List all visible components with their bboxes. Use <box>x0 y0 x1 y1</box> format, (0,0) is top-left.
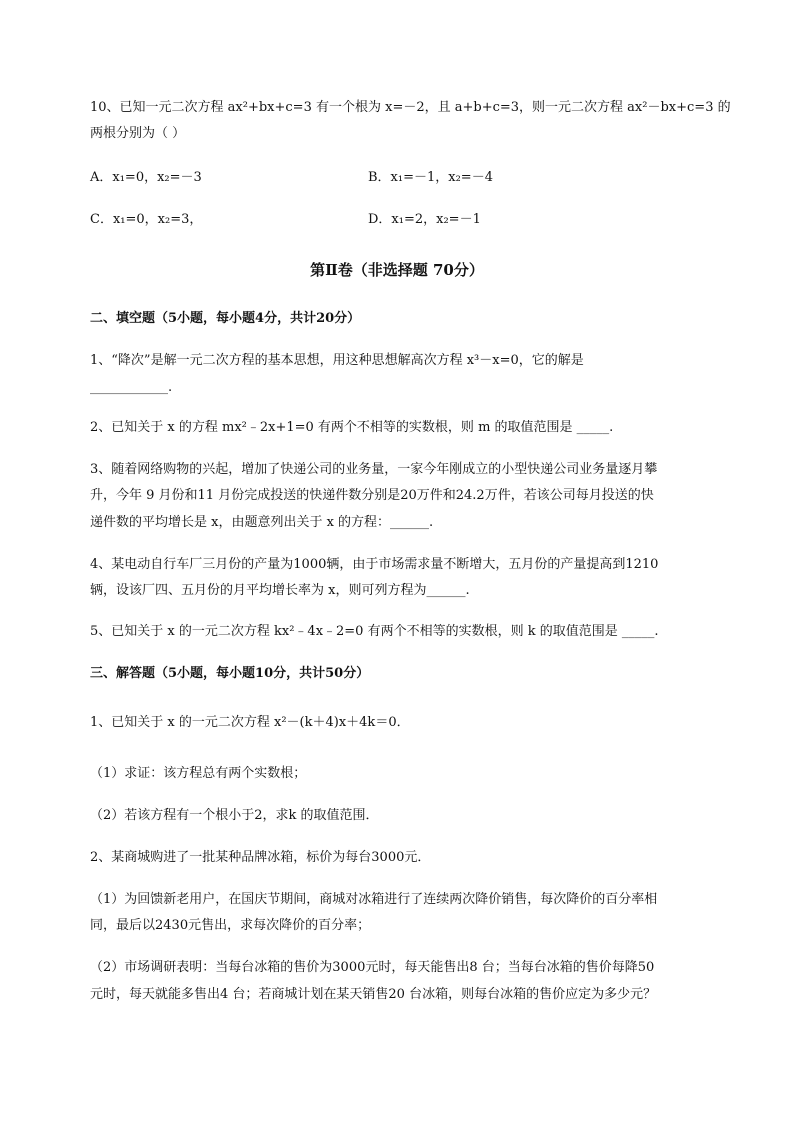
solve-q2: 2、某商城购进了一批某种品牌冰箱，标价为每台3000元． <box>90 850 431 865</box>
fill-q4-line1: 4、某电动自行车厂三月份的产量为1000辆，由于市场需求量不断增大，五月份的产量提高到1210 <box>90 557 659 572</box>
q10-option-b: B．x₁=－1，x₂=－4 <box>368 170 493 185</box>
solve-q1: 1、已知关于 x 的一元二次方程 x²－(k＋4)x＋4k＝0． <box>90 715 410 730</box>
fill-q3-line1: 3、随着网络购物的兴起，增加了快递公司的业务量，一家今年刚成立的小型快递公司业务量逐月攀 <box>90 462 658 477</box>
fill-q1-line2: ____________. <box>90 380 173 395</box>
q10-option-d: D．x₁=2，x₂=－1 <box>368 212 481 227</box>
q10-stem-line1: 10、已知一元二次方程 ax²+bx+c=3 有一个根为 x=－2，且 a+b+c=3，则一元二次方程 ax²－bx+c=3 的 <box>90 100 731 115</box>
fill-in-heading: 二、填空题（5小题，每小题4分，共计20分） <box>90 311 361 326</box>
q10-option-c: C．x₁=0，x₂=3， <box>90 212 203 227</box>
fill-q2: 2、已知关于 x 的方程 mx²﹣2x+1=0 有两个不相等的实数根，则 m 的取值范围是 _____. <box>90 420 614 435</box>
solve-q1-part1: （1）求证：该方程总有两个实数根； <box>90 766 307 781</box>
part2-title: 第Ⅱ卷（非选择题 70分） <box>310 261 484 279</box>
solve-q2-part1-line2: 同，最后以2430元售出，求每次降价的百分率； <box>90 918 371 933</box>
fill-q3-line3: 递件数的平均增长是 x，由题意列出关于 x 的方程：______. <box>90 515 434 530</box>
fill-q5: 5、已知关于 x 的一元二次方程 kx²﹣4x﹣2=0 有两个不相等的实数根，则 k 的取值范围是 _____. <box>90 624 659 639</box>
q10-option-a: A．x₁=0，x₂=－3 <box>90 170 202 185</box>
fill-q3-line2: 升，今年 9 月份和11 月份完成投送的快递件数分别是20万件和24.2万件，若该公司每月投送的快 <box>90 488 654 503</box>
solve-q2-part1-line1: （1）为回馈新老用户，在国庆节期间，商城对冰箱进行了连续两次降价销售，每次降价的百分率相 <box>90 892 658 907</box>
q10-stem-line2: 两根分别为（ ） <box>90 126 186 141</box>
fill-q1-line1: 1、“降次”是解一元二次方程的基本思想，用这种思想解高次方程 x³－x=0，它的解是 <box>90 353 584 368</box>
solve-q2-part2-line2: 元时，每天就能多售出4 台；若商城计划在某天销售20 台冰箱，则每台冰箱的售价应定为多少元？ <box>90 987 657 1002</box>
fill-q4-line2: 辆，设该厂四、五月份的月平均增长率为 x，则可列方程为______. <box>90 583 470 598</box>
solve-q2-part2-line1: （2）市场调研表明：当每台冰箱的售价为3000元时，每天能售出8 台；当每台冰箱的售价每降50 <box>90 960 655 975</box>
solve-q1-part2: （2）若该方程有一个根小于2，求k 的取值范围． <box>90 808 379 823</box>
solve-heading: 三、解答题（5小题，每小题10分，共计50分） <box>90 666 370 681</box>
